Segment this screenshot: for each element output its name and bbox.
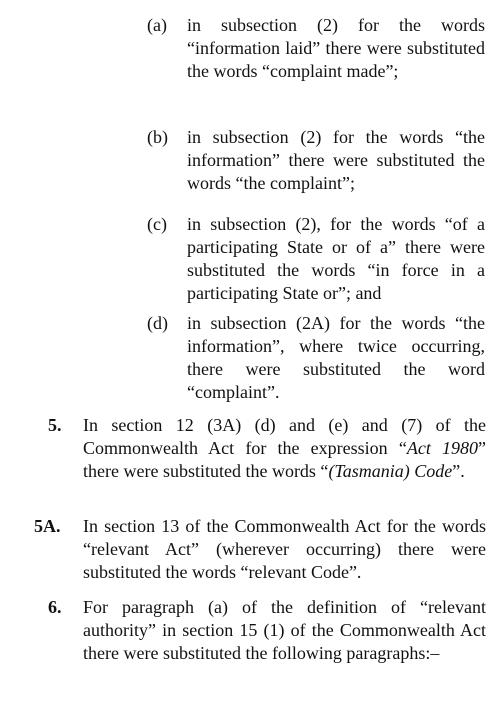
subparagraph-text: in subsection (2) for the words “information laid” there were substituted the words “complaint made”; bbox=[187, 15, 485, 81]
paragraph-text: In section 13 of the Commonwealth Act for the words “relevant Act” (wherever occurring) there were substituted the words “relevant Code”. bbox=[83, 516, 486, 582]
subparagraph-text: in subsection (2) for the words “the information” there were substituted the words “the complaint”; bbox=[187, 127, 485, 193]
italic-words: (Tasmania) Code bbox=[328, 461, 453, 481]
subparagraph-label: (b) bbox=[147, 127, 168, 147]
subparagraph-label: (a) bbox=[147, 15, 167, 35]
paragraph-number: 5. bbox=[48, 415, 62, 435]
paragraph-text: For paragraph (a) of the definition of “relevant authority” in section 15 (1) of the Commonwealth Act there were substituted the following paragraphs:– bbox=[83, 597, 486, 663]
paragraph-number: 6. bbox=[48, 597, 62, 617]
italic-expression: Act 1980 bbox=[406, 438, 478, 458]
subparagraph-label: (c) bbox=[147, 214, 167, 234]
subparagraph-label: (d) bbox=[147, 313, 168, 333]
paragraph-text: In section 12 (3A) (d) and (e) and (7) of the Commonwealth Act for the expression “Act 1980” there were substituted the words “(Tasmania) Code”. bbox=[83, 415, 486, 481]
subparagraph-text: in subsection (2A) for the words “the information”, where twice occurring, there were substituted the word “complaint”. bbox=[187, 313, 485, 402]
subparagraph-text: in subsection (2), for the words “of a participating State or of a” there were substituted the words “in force in a participating State or”; and bbox=[187, 214, 485, 303]
paragraph-number: 5A. bbox=[34, 516, 61, 536]
